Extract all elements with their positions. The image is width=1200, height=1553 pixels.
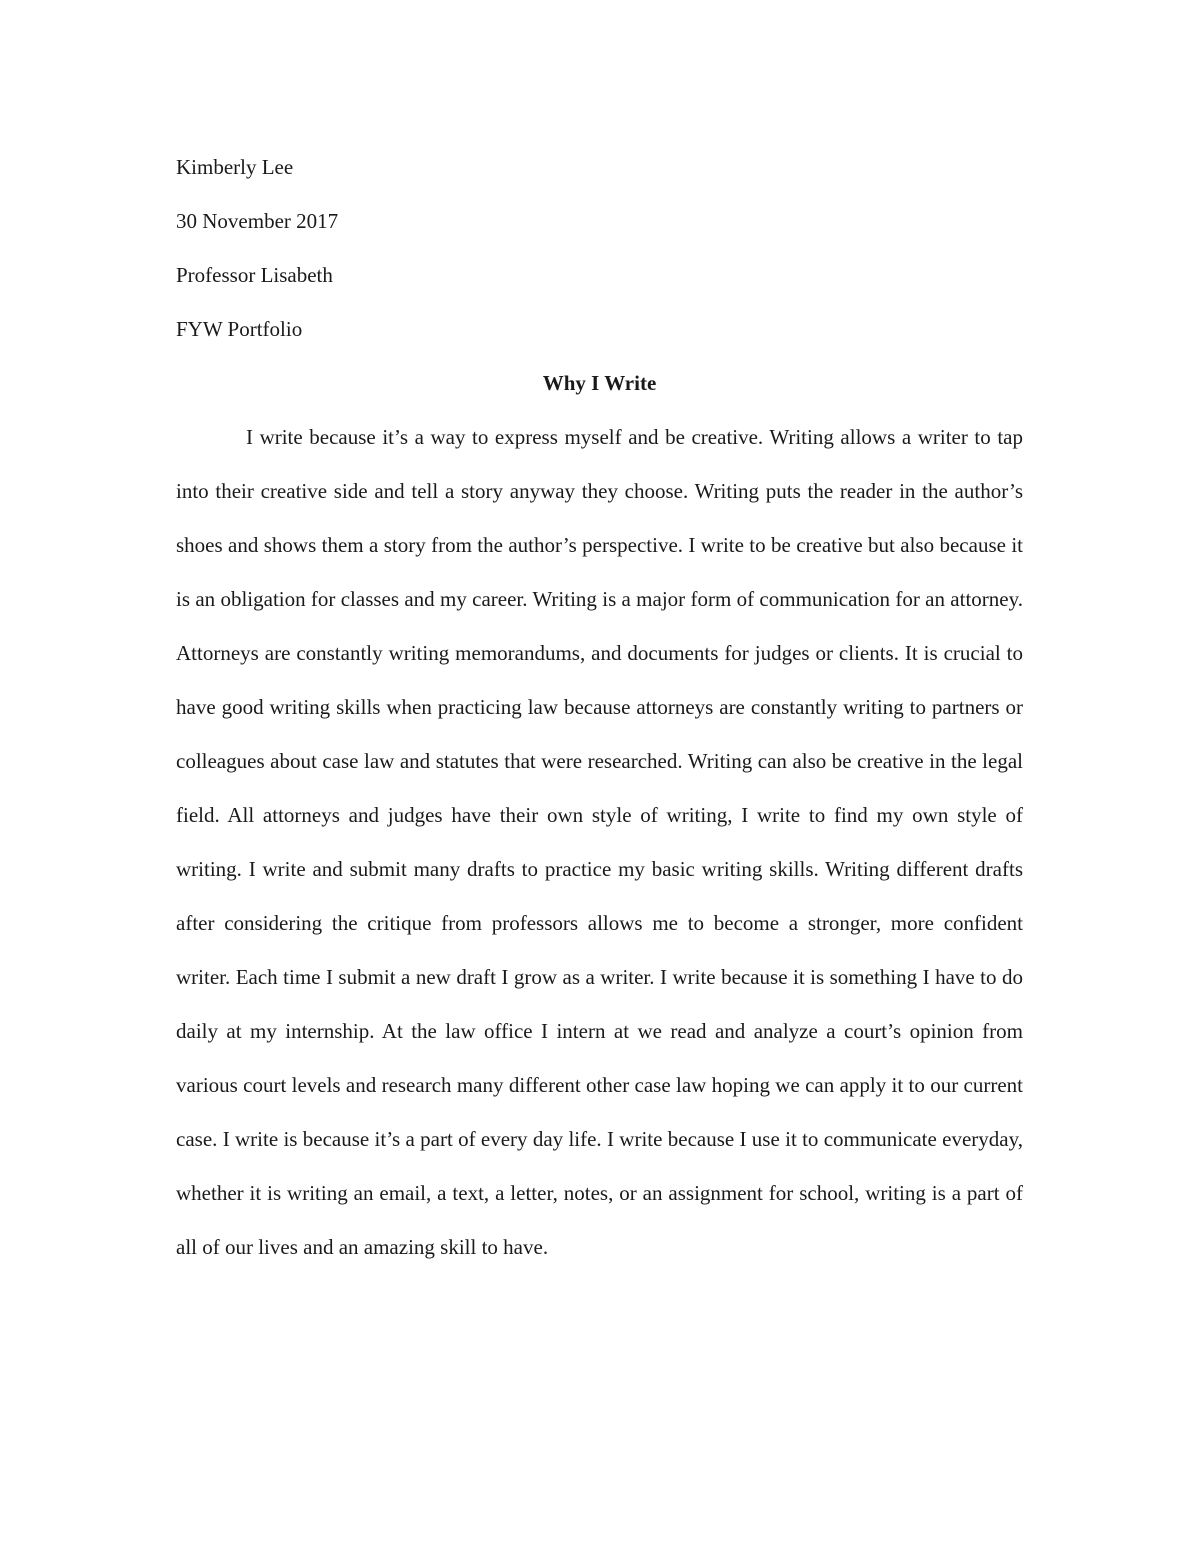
author-name: Kimberly Lee: [176, 155, 294, 179]
course-name: FYW Portfolio: [176, 317, 303, 341]
professor-name: Professor Lisabeth: [176, 263, 333, 287]
document-page: [176, 140, 1023, 1274]
essay-paragraph: I write because it’s a way to express myself and be creative. Writing allows a writer to tap into their creative side and tell a story anyway they choose. Writing puts the reader in the author’s shoes and shows them a story from the author’s perspective. I write to be creative but also because it is an obligation for classes and my career. Writing is a major form of communication for an attorney. Attorneys are constantly writing memorandums, and documents for judges or clients. It is crucial to have good writing skills when practicing law because attorneys are constantly writing to partners or colleagues about case law and statutes that were researched. Writing can also be creative in the legal field. All attorneys and judges have their own style of writing, I write to find my own style of writing. I write and submit many drafts to practice my basic writing skills. Writing different drafts after considering the critique from professors allows me to become a stronger, more confident writer. Each time I submit a new draft I grow as a writer. I write because it is something I have to do daily at my internship. At the law office I intern at we read and analyze a court’s opinion from various court levels and research many different other case law hoping we can apply it to our current case. I write is because it’s a part of every day life. I write because I use it to communicate everyday, whether it is writing an email, a text, a letter, notes, or an assignment for school, writing is a part of all of our lives and an amazing skill to have.: [176, 425, 1023, 1259]
document-date: 30 November 2017: [176, 209, 339, 233]
essay-title: Why I Write: [542, 371, 657, 395]
